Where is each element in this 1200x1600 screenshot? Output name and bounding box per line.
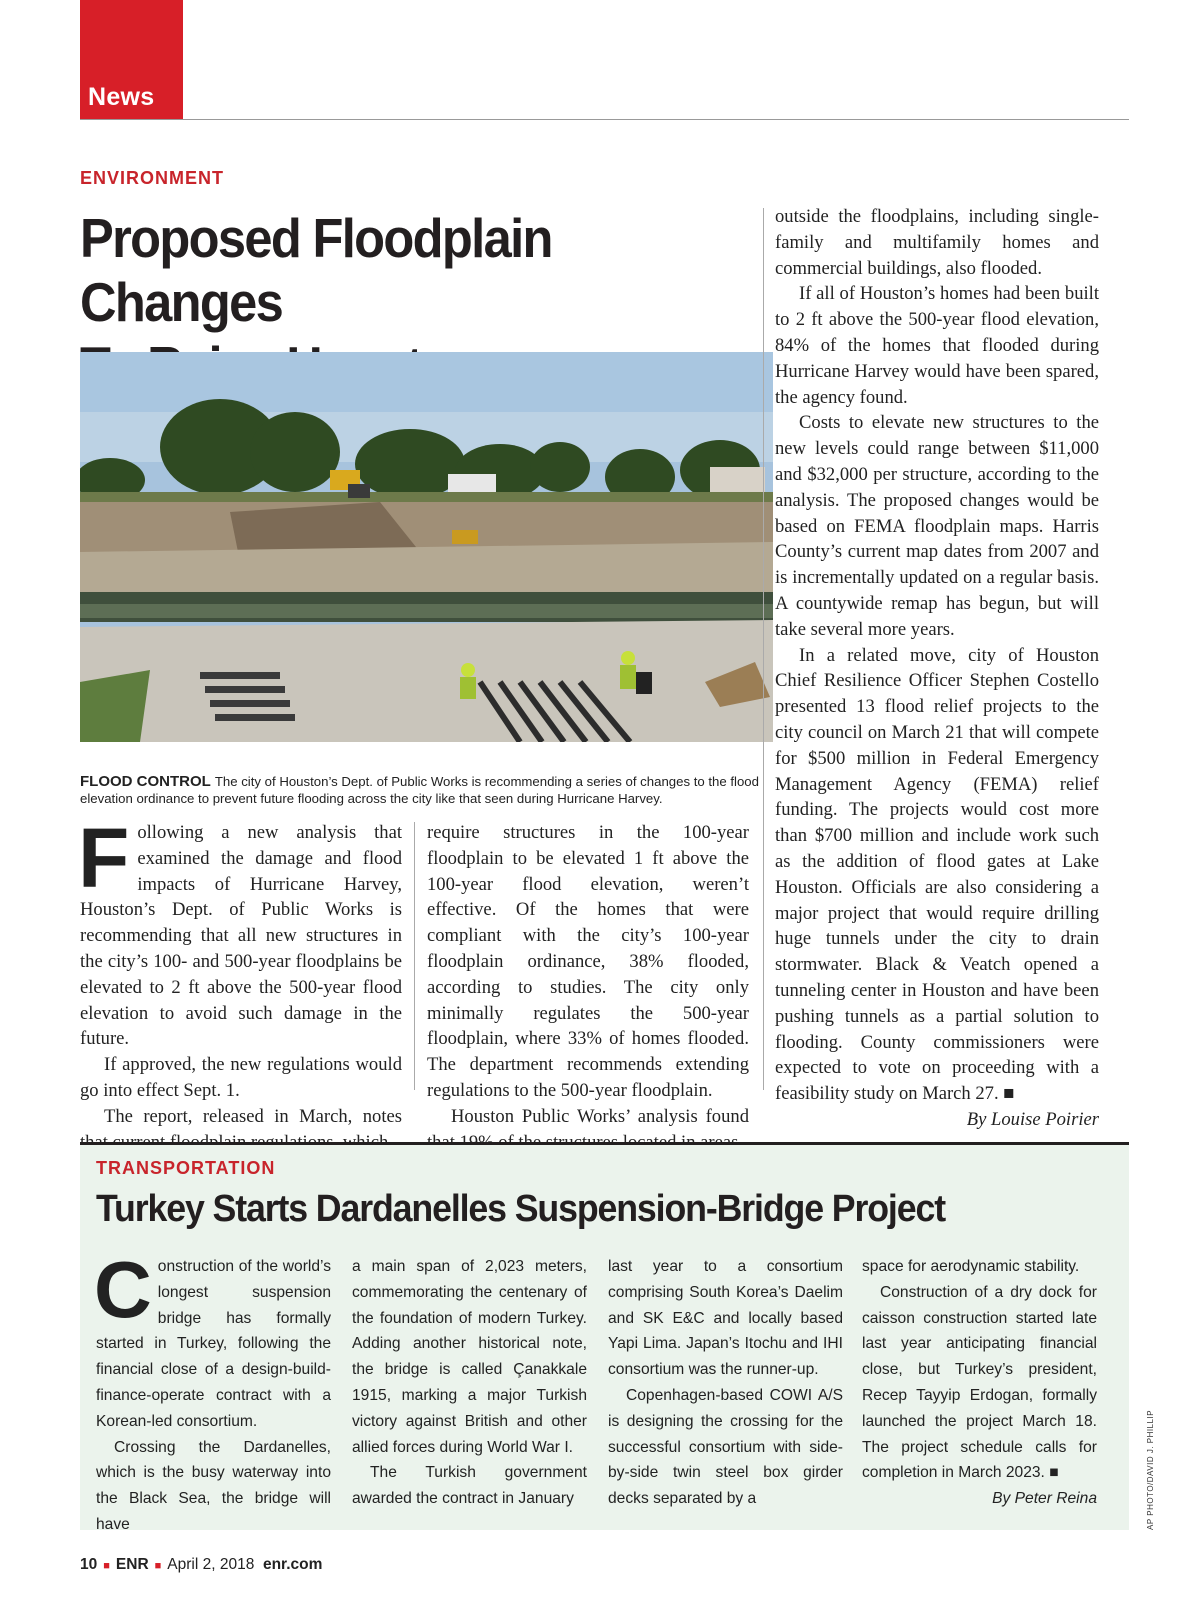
- story2-column-4: [862, 1254, 1097, 1512]
- story2-column-2: [352, 1254, 587, 1512]
- photo-credit: AP PHOTO/DAVID J. PHILLIP: [1146, 1409, 1155, 1530]
- photo-caption: [80, 774, 800, 807]
- story2-paragraph: last year to a consortium comprising South Korea’s Daelim and SK E&C and locally based Yapi Lima. Japan’s Itochu and IHI consortium was the runner-up.: [608, 1258, 843, 1379]
- story1-column-1: [78, 811, 402, 1155]
- separator-square-icon: ■: [103, 1560, 110, 1572]
- story2-column-1: [94, 1245, 331, 1538]
- story1-paragraph: outside the floodplains, including single-family and multifamily homes and commercial buildings, also flooded.: [775, 206, 1099, 279]
- caption-label: FLOOD CONTROL: [80, 773, 211, 790]
- story1-paragraph: In a related move, city of Houston Chief Resilience Officer Stephen Costello presented 13 flood relief projects to the city council on March 21 that will compete for $500 million in Federal Emergency Management Agency (FEMA) relief funding. The projects would cost more than $700 million and include work such as the addition of flood gates at Lake Houston. Officials are also considering a major project that would require drilling huge tunnels under the city to drain stormwater. Black & Veatch opened a tunneling center in Houston and have been pushing tunnels as a partial solution to flooding. County commissioners were expected to vote on proceeding with a feasibility study on March 27. ■: [775, 644, 1099, 1105]
- section-tab: [80, 0, 183, 120]
- story2-paragraph: Construction of a dry dock for caisson construction started late last year anticipating financial close, but Turkey’s president, Recep Tayyip Erdogan, formally launched the project March 18. The project schedule calls for completion in March 2023. ■: [862, 1283, 1097, 1482]
- story2-paragraph: a main span of 2,023 meters, commemorating the centenary of the foundation of modern Turkey. Adding another historical note, the bridge is called Çanakkale 1915, marking a major Turkish victory against British and other allied forces during World War I.: [352, 1258, 587, 1456]
- footer-brand: ENR: [115, 1556, 149, 1573]
- headline-line-1: Proposed Floodplain Changes: [80, 207, 552, 333]
- story1-paragraph: Costs to elevate new structures to the new levels could range between $11,000 and $32,000 per structure, according to the analysis. The proposed changes would be based on FEMA floodplain maps. Harris County’s current map dates from 2007 and is incrementally updated on a regular basis. A countywide remap has begun, but will take several more years.: [775, 412, 1099, 640]
- photo-illustration: [80, 352, 773, 742]
- story1-paragraph: Houston Public Works’ analysis found: [451, 1105, 749, 1127]
- story2-kicker: TRANSPORTATION: [96, 1158, 276, 1178]
- story1-paragraph: If all of Houston’s homes had been built to 2 ft above the 500-year flood elevation, 84% of the homes that flooded during Hurricane Harvey would have been spared, the agency found.: [775, 283, 1099, 408]
- story2-paragraph: space for aerodynamic stability.: [862, 1258, 1080, 1275]
- footer-date: April 2, 2018: [167, 1556, 255, 1573]
- section-tab-label: News: [88, 83, 155, 111]
- story2-headline: Turkey Starts Dardanelles Suspension-Bridge Project: [96, 1188, 945, 1230]
- story2-paragraph: onstruction of the world’s longest suspension bridge has formally started in Turkey, following the financial close of a design-build-finance-operate contract with a Korean-led consortium.: [96, 1258, 331, 1430]
- story1-byline: By Louise Poirier: [966, 1108, 1099, 1130]
- story1-column-2: [427, 820, 749, 1155]
- caption-text: The city of Houston’s Dept. of Public Works is recommending a series of changes to the flood elevation ordinance to prevent future flooding across the city like that seen during Hurricane Harvey.: [80, 774, 759, 806]
- column-divider: [763, 208, 764, 1090]
- story1-kicker: ENVIRONMENT: [80, 168, 225, 188]
- page-number: 10: [80, 1556, 98, 1573]
- story2-byline: By Peter Reina: [992, 1490, 1097, 1508]
- flood-channel-photo: [80, 352, 773, 742]
- story1-paragraph: If approved, the new regulations would go into effect Sept. 1.: [80, 1054, 402, 1101]
- story2-paragraph: Copenhagen-based COWI A/S is designing the crossing for the successful consortium with side-by-side twin steel box girder decks separated by a: [608, 1386, 843, 1508]
- story1-paragraph: ollowing a new analysis that examined the damage and flood impacts of Hurricane Harvey, Houston’s Dept. of Public Works is recommending that all new structures in the city’s 100- and 500-year floodplains be elevated to 2 ft above the 500-year flood elevation to avoid such damage in the future.: [80, 822, 402, 1050]
- column-divider: [414, 822, 415, 1090]
- story2-paragraph: The Turkish government awarded the contract in January: [352, 1464, 587, 1508]
- top-rule: [80, 119, 1129, 120]
- story1-dropcap: F: [78, 811, 130, 905]
- story2-dropcap: C: [94, 1245, 152, 1334]
- footer-site: enr.com: [262, 1556, 323, 1573]
- story1-paragraph: require structures in the 100-year floodplain to be elevated 1 ft above the 100-year flood elevation, weren’t effective. Of the homes that were compliant with the city’s 100-year floodplain ordinance, 38% flooded, according to studies. The city only minimally regulates the 500-year floodplain, where 33% of homes flooded. The department recommends extending regulations to the 500-year floodplain.: [427, 822, 749, 1101]
- story2-column-3: [608, 1254, 843, 1512]
- page-footer: [80, 1556, 322, 1574]
- story1-column-3: [775, 204, 1099, 1133]
- story1-paragraph: The report, released in March, notes: [104, 1105, 402, 1127]
- story2-paragraph: Crossing the Dardanelles, which is the busy waterway into the Black Sea, the bridge will have: [96, 1438, 331, 1533]
- separator-square-icon: ■: [154, 1560, 162, 1572]
